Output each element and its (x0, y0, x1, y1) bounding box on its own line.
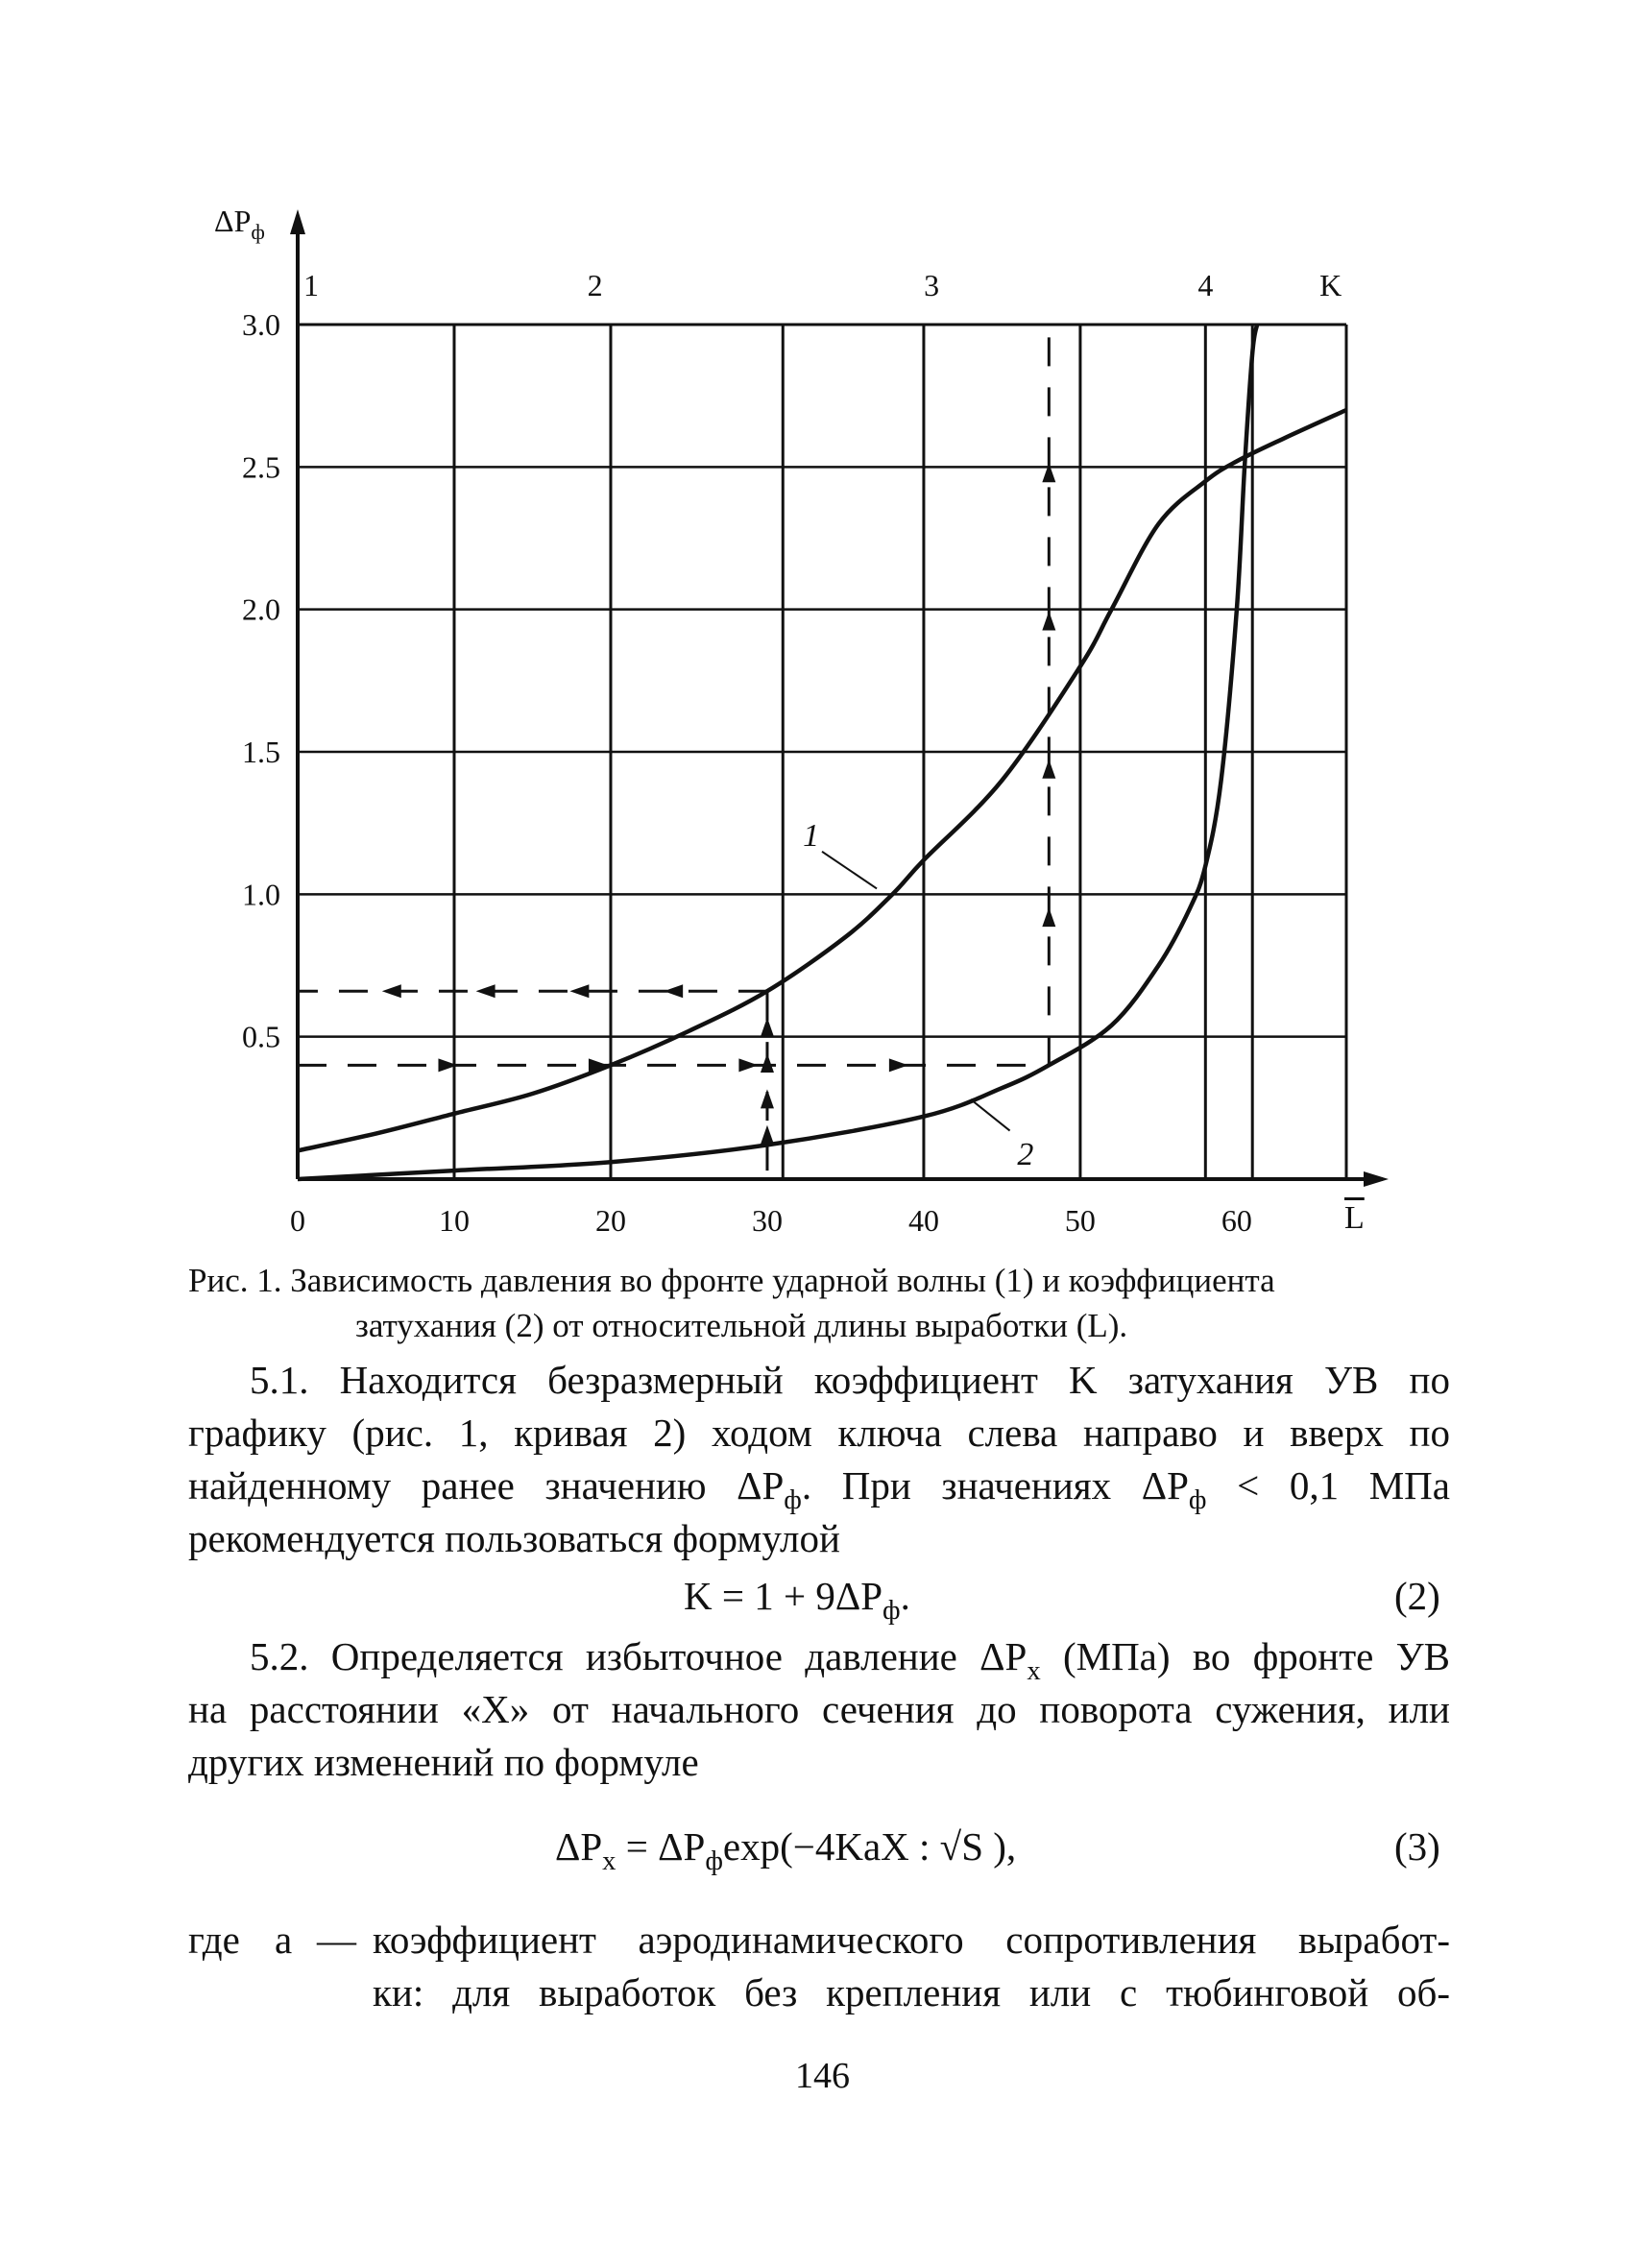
key-path-arrow-icon (761, 1053, 774, 1073)
x-tick-label: 60 (1221, 1203, 1252, 1238)
key-path-arrow-icon (738, 1058, 758, 1072)
formula-2-post: . (900, 1574, 910, 1618)
y-tick-label: 2.5 (242, 449, 280, 485)
formula-3-mid: = ΔP (616, 1824, 706, 1869)
key-path-arrow-icon (1042, 907, 1055, 927)
definition-dash: — (317, 1918, 356, 1962)
y-axis-title-base: ΔP (214, 204, 252, 238)
y-tick-label: 1.0 (242, 877, 280, 912)
s52-l1-pre: 5.2. Определяется избыточное давление ΔP (250, 1634, 1028, 1678)
formula-3-mid-sub: ф (705, 1846, 723, 1877)
y-axis-title (214, 204, 265, 245)
formula-2-number: (2) (1394, 1574, 1440, 1618)
k-axis-label: 4 (1197, 268, 1214, 302)
section-5-1-line-4: рекомендуется пользоваться формулой (188, 1516, 840, 1560)
s51-l3-post: < 0,1 МПа (1206, 1463, 1450, 1508)
chart-grid (298, 325, 1346, 1179)
key-path-arrow-icon (889, 1058, 908, 1072)
key-path-arrow-icon (761, 1089, 774, 1108)
key-path-arrow-icon (1042, 760, 1055, 779)
s52-l1-sub: x (1027, 1655, 1041, 1687)
x-tick-label: 50 (1064, 1203, 1096, 1238)
curve-2-leader (971, 1099, 1010, 1131)
y-tick-label: 1.5 (242, 735, 280, 769)
x-axis-arrow-icon (1364, 1171, 1389, 1187)
figure-caption-line-2: затухания (2) от относительной длины выработки (L). (355, 1307, 1128, 1344)
figure-caption-line-1: Рис. 1. Зависимость давления во фронте ударной волны (1) и коэффициента (188, 1262, 1275, 1299)
k-axis-label: K (1319, 268, 1342, 302)
definition-line-2: ки: для выработок без крепления или с тюбинговой об- (373, 1970, 1450, 2015)
formula-3-lhs-sub: x (602, 1846, 616, 1877)
section-5-1-line-2: графику (рис. 1, кривая 2) ходом ключа слева направо и вверх по (188, 1411, 1450, 1455)
page-number: 146 (795, 2056, 850, 2096)
k-axis-label: 1 (303, 268, 319, 302)
definition-line-1: коэффициент аэродинамического сопротивления выработ- (373, 1918, 1450, 1962)
y-axis-arrow-icon (290, 209, 305, 234)
key-path-arrow-icon (569, 984, 589, 998)
definition-symbol: a (275, 1918, 293, 1962)
curve-1-leader (822, 852, 877, 889)
key-path-arrow-icon (761, 1125, 774, 1145)
s51-l3-mid: . При значениях ΔP (801, 1463, 1189, 1508)
section-5-2-line-2: на расстоянии «X» от начального сечения до поворота сужения, или (188, 1687, 1450, 1731)
formula-3-number: (3) (1394, 1824, 1440, 1869)
key-path (298, 325, 1055, 1173)
formula-2-pre: K = 1 + 9ΔP (684, 1574, 883, 1618)
key-path-arrow-icon (382, 984, 401, 998)
y-axis-title-sub: ф (251, 219, 265, 244)
s51-l3-sub: ф (784, 1484, 802, 1516)
formula-3-lhs: ΔP (555, 1824, 603, 1869)
s51-l3-sub2: ф (1188, 1484, 1207, 1516)
curve-2-label: 2 (1017, 1137, 1034, 1173)
s51-l3-pre: найденному ранее значению ΔP (188, 1463, 785, 1508)
key-path-arrow-icon (1042, 612, 1055, 631)
y-tick-label: 2.0 (242, 591, 280, 627)
formula-3 (555, 1821, 1016, 1888)
x-tick-label: 40 (907, 1203, 939, 1238)
k-axis-label: 3 (924, 268, 940, 302)
key-path-arrow-icon (476, 984, 496, 998)
x-tick-label: 0 (290, 1203, 305, 1238)
formula-2-sub: ф (882, 1595, 901, 1627)
x-axis-title: $\overline{L}$ (1344, 1200, 1365, 1236)
formula-3-rhs: exp(−4KaX : √S ), (722, 1824, 1017, 1869)
definition-lead: где (188, 1918, 240, 1962)
x-tick-label: 10 (438, 1203, 470, 1238)
section-5-1-line-1: 5.1. Находится безразмерный коэффициент K затухания УВ по (250, 1358, 1450, 1402)
x-tick-label: 20 (594, 1203, 626, 1238)
curve-1-label: 1 (803, 817, 820, 854)
key-path-arrow-icon (761, 1018, 774, 1037)
y-tick-label: 0.5 (242, 1019, 280, 1054)
s52-l1-post: (МПа) во фронте УВ (1040, 1634, 1450, 1678)
y-tick-label: 3.0 (242, 307, 280, 342)
formula-2 (684, 1570, 910, 1637)
section-5-2-line-3: других изменений по формуле (188, 1740, 699, 1784)
x-tick-label: 30 (751, 1203, 783, 1238)
k-axis-label: 2 (587, 268, 603, 302)
key-path-arrow-icon (664, 984, 683, 998)
